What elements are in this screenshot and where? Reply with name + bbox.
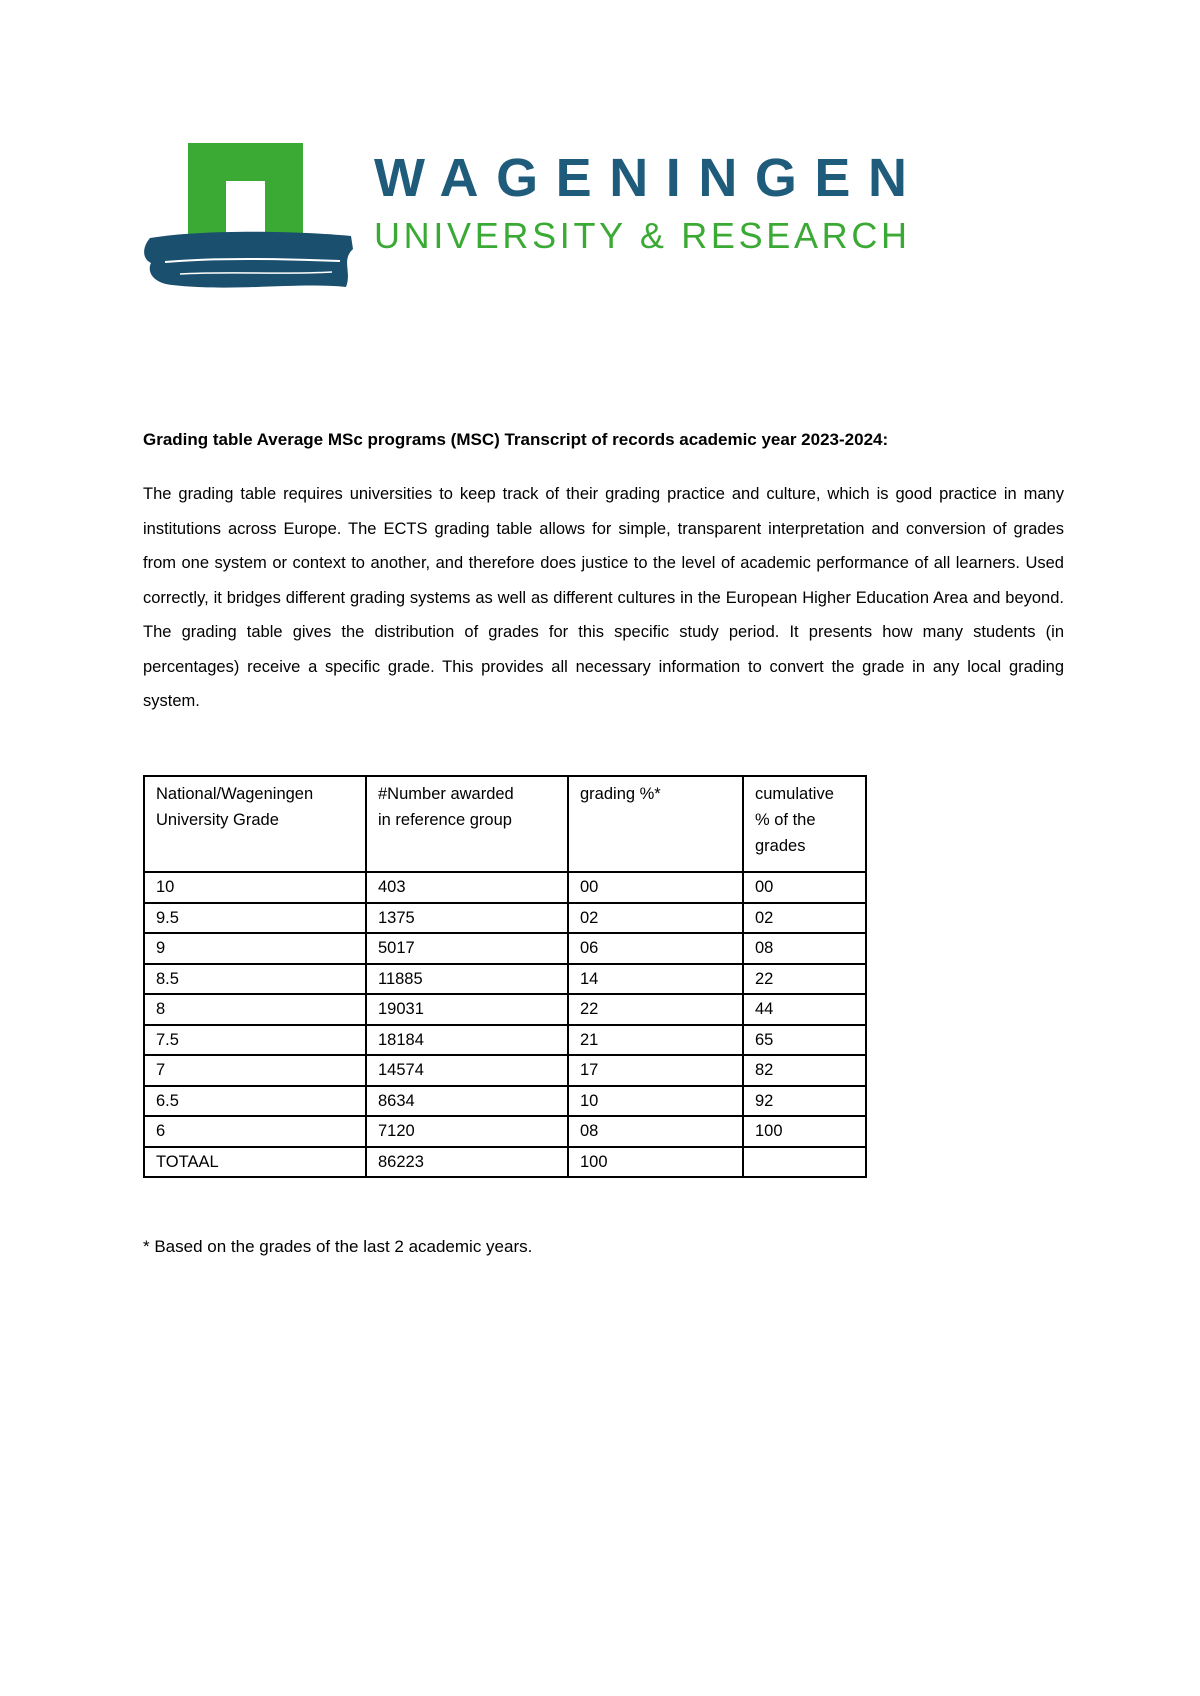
header-grading-percent [568,776,743,872]
cell-cumulative-percent: 08 [743,933,866,964]
table-row [144,933,866,964]
wageningen-logo [0,0,1200,320]
cell-number-awarded: 11885 [366,964,568,995]
cell-number-awarded: 5017 [366,933,568,964]
header-line: grading %* [580,785,661,803]
cell-grading-percent: 100 [568,1147,743,1178]
cell-cumulative-percent: 82 [743,1055,866,1086]
cell-number-awarded: 7120 [366,1116,568,1147]
cell-cumulative-percent: 44 [743,994,866,1025]
cell-grading-percent: 21 [568,1025,743,1056]
header-line: cumulative [755,785,834,803]
table-row [144,1086,866,1117]
footnote: * Based on the grades of the last 2 academic years. [143,1237,533,1256]
cell-number-awarded: 86223 [366,1147,568,1178]
header-line: #Number awarded [378,785,514,803]
cell-grading-percent: 14 [568,964,743,995]
header-grade [144,776,366,872]
table-header-row [144,776,866,872]
table-row [144,1055,866,1086]
cell-grading-percent: 22 [568,994,743,1025]
cell-grade: 10 [144,872,366,903]
cell-cumulative-percent [743,1147,866,1178]
cell-grade: 6.5 [144,1086,366,1117]
header-line: grades [755,837,806,855]
table-row [144,1025,866,1056]
cell-grade: 8 [144,994,366,1025]
table-row [144,1116,866,1147]
cell-grade: 9 [144,933,366,964]
logo-title: WAGENINGEN [374,148,907,208]
cell-number-awarded: 14574 [366,1055,568,1086]
header-line: in reference group [378,811,512,829]
cell-cumulative-percent: 22 [743,964,866,995]
page-title: Grading table Average MSc programs (MSC) Transcript of records academic year 2023-2024: [143,430,889,449]
cell-grading-percent: 06 [568,933,743,964]
cell-grade: 7 [144,1055,366,1086]
table-row [144,994,866,1025]
header-line: National/Wageningen [156,785,314,803]
logo-subtitle: UNIVERSITY & RESEARCH [374,215,907,256]
header-line: University Grade [156,811,279,829]
table-row [144,872,866,903]
cell-grade: 9.5 [144,903,366,934]
intro-paragraph: The grading table requires universities to keep track of their grading practice and culture, which is good practice in many institutions across Europe. The ECTS grading table allows for simple, transparent interpretation and conversion of grades from one system or context to another, and therefore does justice to the level of academic performance of all learners. Used correctly, it bridges different grading systems as well as different cultures in the European Higher Education Area and beyond. The grading table gives the distribution of grades for this specific study period. It presents how many students (in percentages) receive a specific grade. This provides all necessary information to convert the grade in any local grading system. [143,485,1064,710]
table-row [144,964,866,995]
cell-grading-percent: 02 [568,903,743,934]
cell-grade: 6 [144,1116,366,1147]
cell-cumulative-percent: 100 [743,1116,866,1147]
cell-number-awarded: 18184 [366,1025,568,1056]
cell-grading-percent: 17 [568,1055,743,1086]
cell-grade: TOTAAL [144,1147,366,1178]
cell-grade: 7.5 [144,1025,366,1056]
header-cumulative-percent [743,776,866,872]
table-row [144,1147,866,1178]
table-row [144,903,866,934]
cell-cumulative-percent: 65 [743,1025,866,1056]
grading-table [143,775,867,1178]
cell-number-awarded: 403 [366,872,568,903]
cell-grading-percent: 00 [568,872,743,903]
cell-cumulative-percent: 00 [743,872,866,903]
table-body [144,872,866,1177]
header-line: % of the [755,811,816,829]
header-number-awarded [366,776,568,872]
cell-grading-percent: 10 [568,1086,743,1117]
cell-cumulative-percent: 02 [743,903,866,934]
cell-number-awarded: 1375 [366,903,568,934]
cell-grade: 8.5 [144,964,366,995]
cell-number-awarded: 19031 [366,994,568,1025]
cell-cumulative-percent: 92 [743,1086,866,1117]
cell-number-awarded: 8634 [366,1086,568,1117]
cell-grading-percent: 08 [568,1116,743,1147]
